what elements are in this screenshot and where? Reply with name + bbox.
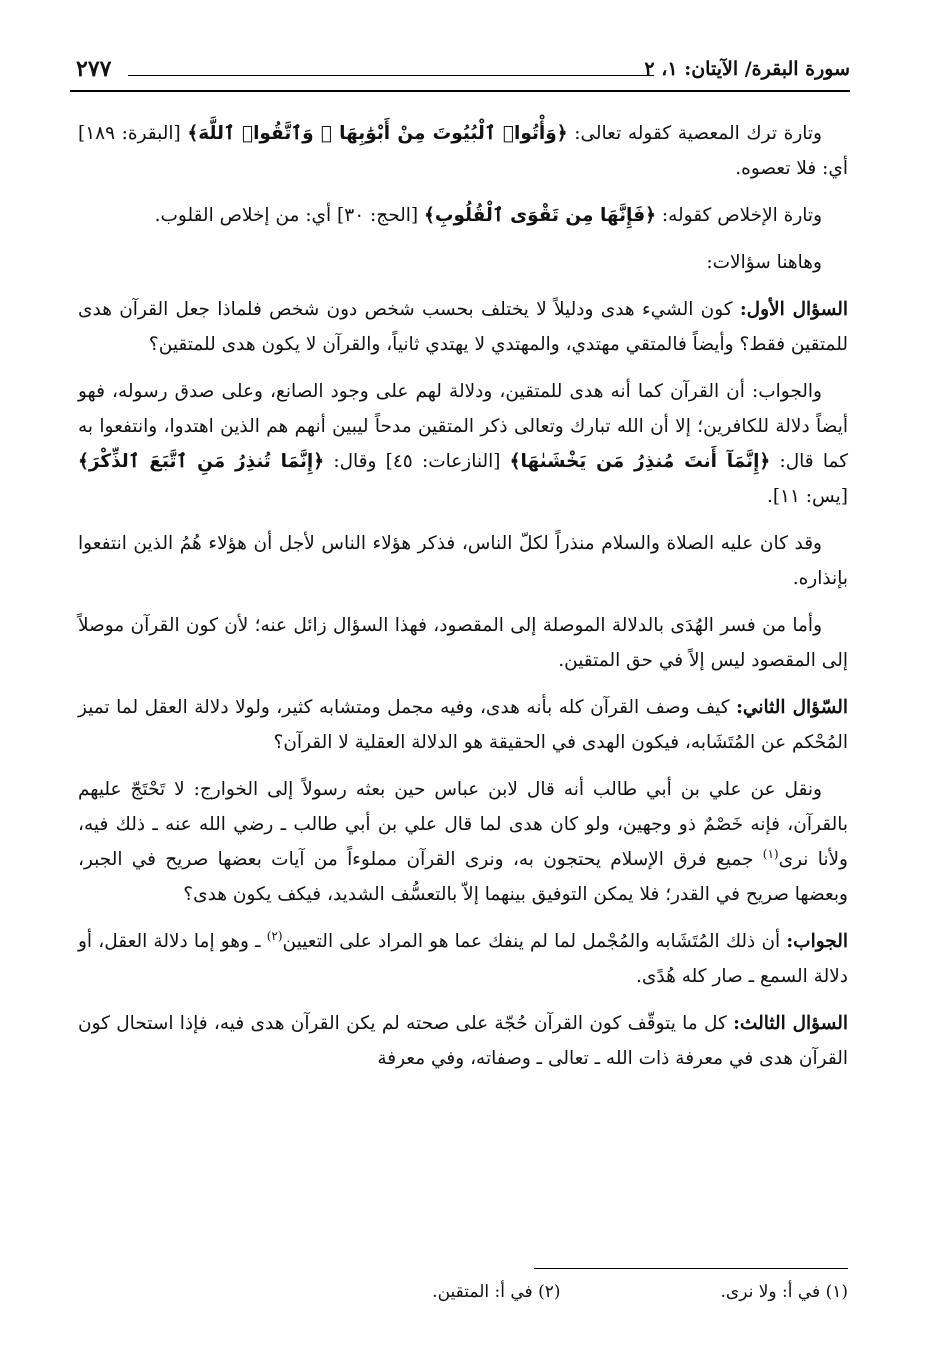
question-heading: الجواب: [786, 931, 848, 952]
question-heading: السؤال الأول: [739, 299, 848, 320]
paragraph [78, 292, 848, 362]
page-header [70, 50, 850, 92]
paragraph [78, 245, 848, 280]
text-run: وتارة الإخلاص كقوله: [655, 205, 822, 226]
text-run: وأما من فسر الهُدَى بالدلالة الموصلة إلى المقصود، فهذا السؤال زائل عنه؛ لأن كون القرآن موصلاً إلى المقصود ليس إلاً في حق المتقين. [78, 615, 848, 671]
text-run: [الحج: ٣٠] أي: من إخلاص القلوب. [154, 205, 425, 226]
paragraph [78, 608, 848, 678]
paragraph [78, 116, 848, 186]
question-heading: السّؤال الثاني: [736, 697, 848, 718]
paragraph [78, 198, 848, 233]
header-rule [128, 75, 654, 76]
paragraph [78, 690, 848, 760]
quran-verse: ﴿إِنَّمَآ أَنتَ مُنذِرُ مَن يَخْشَىٰهَا﴾ [509, 451, 771, 472]
paragraph [78, 1006, 848, 1076]
text-run: [البقرة: ١٨٩] أي: فلا تعصوه. [78, 123, 848, 179]
text-run: كيف وصف القرآن كله بأنه هدى، وفيه مجمل ومتشابه كثير، ولولا دلالة العقل لما تميز المُحْكم عن المُتَشَابه، فيكون الهدى في الحقيقة هو الدلالة العقلية لا القرآن؟ [78, 697, 848, 753]
footnote-1: (١) في أ: ولا نرى. [720, 1282, 848, 1302]
running-title: سورة البقرة/ الآيتان: ١، ٢ [644, 58, 850, 80]
text-run: ونقل عن علي بن أبي طالب أنه قال لابن عباس حين بعثه رسولاً إلى الخوارج: لا تَحْتَجّ عليهم بالقرآن، فإنه خَصْمٌ ذو وجهين، ولو كان هدى لما قال علي بن أبي طالب ـ رضي الله عنه ـ ذلك فيه، ولأنا نرى [78, 779, 848, 870]
footnote-separator [534, 1268, 848, 1269]
footnote-marker: (٢) [266, 928, 283, 943]
footnotes [250, 1282, 848, 1302]
paragraph [78, 924, 848, 994]
text-run: وقد كان عليه الصلاة والسلام منذراً لكلّ الناس، فذكر هؤلاء الناس لأجل أن هؤلاء هُمُ الذين انتفعوا بإنذاره. [78, 533, 848, 589]
footnote-2: (٢) في أ: المتقين. [432, 1282, 561, 1302]
text-run: [النازعات: ٤٥] وقال: [324, 451, 510, 472]
question-heading: السؤال الثالث: [733, 1013, 848, 1034]
quran-verse: ﴿فَإِنَّهَا مِن تَقْوَى ٱلْقُلُوبِ﴾ [424, 205, 656, 226]
text-run: أن ذلك المُتَشَابه والمُجْمل لما لم ينفك عما هو المراد على التعيين [282, 931, 787, 952]
text-run: ـ وهو إما دلالة العقل، أو دلالة السمع ـ صار كله هُدًى. [78, 931, 848, 987]
text-run: وهاهنا سؤالات: [706, 252, 822, 273]
text-run: وتارة ترك المعصية كقوله تعالى: [567, 123, 822, 144]
page-number: ٢٧٧ [76, 56, 112, 82]
quran-verse: ﴿وَأْتُوا۟ ٱلْبُيُوتَ مِنْ أَبْوَٰبِهَا ۚ وَٱتَّقُوا۟ ٱللَّهَ﴾ [187, 123, 568, 144]
footnote-marker: (١) [762, 846, 779, 861]
paragraph [78, 374, 848, 514]
text-run: والجواب: أن القرآن كما أنه هدى للمتقين، ودلالة لهم على وجود الصانع، وعلى صدق رسوله، فهو أيضاً دلالة للكافرين؛ إلا أن الله تبارك وتعالى ذكر المتقين مدحاً ليبين أنهم هم الذين اهتدوا، وانتفعوا به كما قال: [78, 381, 849, 472]
main-text [78, 116, 848, 1088]
paragraph [78, 526, 848, 596]
text-run: [يس: ١١]. [766, 486, 848, 507]
paragraph [78, 772, 848, 912]
text-run: كل ما يتوقّف كون القرآن حُجّة على صحته لم يكن القرآن هدى فيه، فإذا استحال كون القرآن هدى في معرفة ذات الله ـ تعالى ـ وصفاته، وفي معرفة [78, 1013, 848, 1069]
quran-verse: ﴿إِنَّمَا تُنذِرُ مَنِ ٱتَّبَعَ ٱلذِّكْرَ﴾ [78, 451, 325, 472]
text-run: كون الشيء هدى ودليلاً لا يختلف بحسب شخص دون شخص فلماذا جعل القرآن هدى للمتقين فقط؟ وأيضاً فالمتقي مهتدي، والمهتدي لا يهتدي ثانياً، والقرآن لا يكون هدى للمتقين؟ [78, 299, 848, 355]
text-run: جميع فرق الإسلام يحتجون به، ونرى القرآن مملوءاً من آيات بعضها صريح في الجبر، وبعضها صريح في القدر؛ فلا يمكن التوفيق بينهما إلاّ بالتعسُّف الشديد، فيكف يكون هدى؟ [78, 849, 848, 905]
